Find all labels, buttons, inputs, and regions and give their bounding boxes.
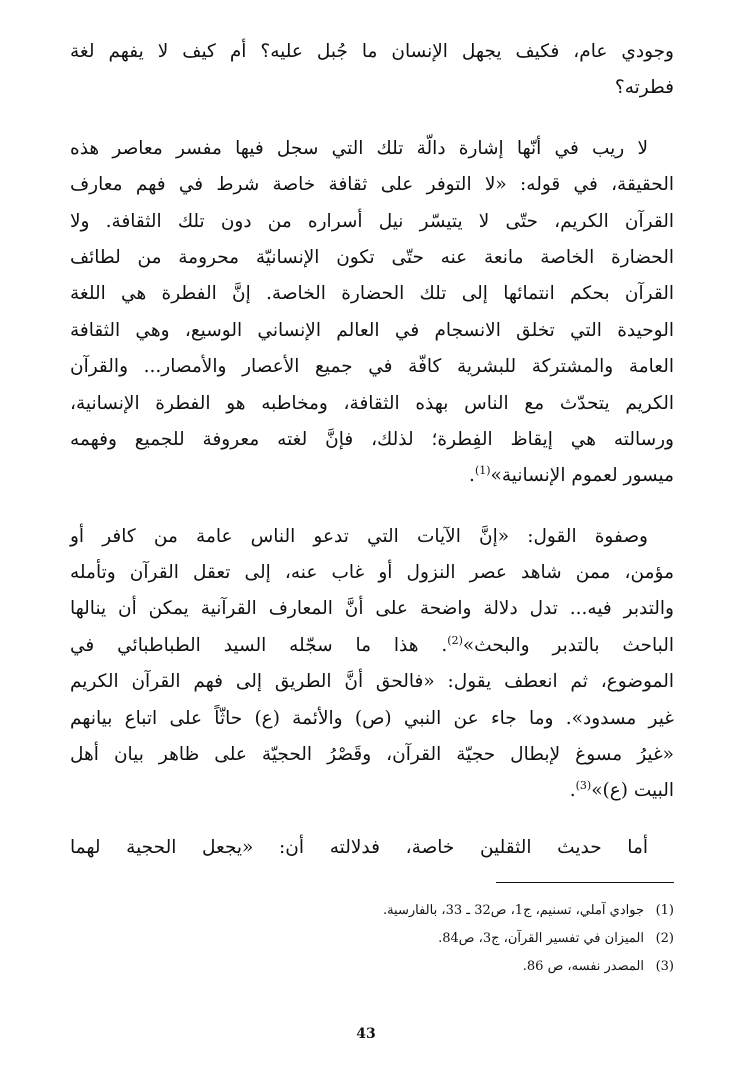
footnote-ref[interactable]: (1) — [474, 464, 491, 478]
text-line: فطرته؟ — [614, 77, 674, 99]
text-segment: . — [469, 465, 475, 487]
footnote-number: (2) — [655, 931, 674, 946]
text-segment: ميسور لعموم الإنسانية» — [490, 465, 674, 487]
text-line: مؤمن، ممن شاهد عصر النزول أو غاب عنه، إلى تعقل القرآن وتأمله — [70, 562, 674, 584]
footnote-divider — [496, 882, 674, 883]
footnote-ref[interactable]: (3) — [575, 779, 592, 793]
text-line: وجودي عام، فكيف يجهل الإنسان ما جُبل عليه؟ أم كيف لا يفهم لغة — [70, 41, 674, 62]
footnote-item — [254, 953, 674, 981]
text-segment: . هذا ما سجّله السيد الطباطبائي في — [70, 634, 448, 656]
footnote-text: جوادي آملي، تسنيم، ج1، ص32 ـ 33، بالفارسية. — [382, 903, 644, 918]
text-line: العامة والمشتركة للبشرية كافّة في جميع الأعصار والأمصار... والقرآن — [70, 356, 674, 378]
footnote-text: المصدر نفسه، ص 86. — [522, 959, 644, 974]
footnote-number: (1) — [655, 903, 674, 918]
text-segment: البيت (ع)» — [591, 780, 674, 802]
text-line: الوحيدة التي تخلق الانسجام في العالم الإنساني الوسيع، وهي الثقافة — [70, 319, 674, 341]
text-line: غير مسدود». وما جاء عن النبي (ص) والأئمة (ع) حاثّاً على اتباع بيانهم — [70, 707, 674, 729]
text-line: وصفوة القول: «إنَّ الآيات التي تدعو الناس عامة من كافر أو — [70, 525, 648, 547]
page-number: 43 — [356, 1026, 376, 1042]
text-line: لا ريب في أنّها إشارة دالّة تلك التي سجل فيها مفسر معاصر هذه — [70, 137, 648, 159]
text-line — [70, 458, 674, 494]
text-line: الموضوع، ثم انعطف يقول: «فالحق أنَّ الطريق إلى فهم القرآن الكريم — [70, 671, 674, 693]
footnote-ref[interactable]: (2) — [447, 633, 463, 647]
text-line: الحضارة الخاصة مانعة عنه حتّى تكون الإنسانيّة محرومة من لطائف — [70, 246, 674, 268]
text-line: الكريم يتحدّث مع الناس بهذه الثقافة، ومخاطبه هو الفطرة الإنسانية، — [70, 392, 674, 414]
text-line: القرآن الكريم، حتّى لا يتيسّر نيل أسراره من دون تلك الثقافة. ولا — [70, 210, 674, 232]
text-line — [70, 773, 674, 809]
text-segment: الباحث بالتدبر والبحث» — [462, 634, 674, 656]
page-body — [70, 34, 674, 866]
text-line: ورسالته هي إيقاظ الفِطرة؛ لذلك، فإنَّ لغته معروفة للجميع وفهمه — [70, 428, 674, 450]
text-line: الحقيقة، في قوله: «لا التوفر على ثقافة خاصة شرط في فهم معارف — [70, 174, 674, 196]
footnote-item — [254, 925, 674, 953]
text-line: والتدبر فيه... تدل دلالة واضحة على أنَّ المعارف القرآنية يمكن أن ينالها — [70, 598, 674, 620]
footnotes — [254, 897, 674, 981]
text-line: أما حديث الثقلين خاصة، فدلالته أن: «يجعل الحجية لهما — [70, 836, 648, 858]
footnote-number: (3) — [655, 959, 674, 974]
text-line: القرآن بحكم انتمائها إلى تلك الحضارة الخاصة. إنَّ الفطرة هي اللغة — [70, 283, 674, 305]
footnote-text: الميزان في تفسير القرآن، ج3، ص84. — [438, 931, 644, 946]
text-segment: . — [569, 780, 576, 802]
footnote-item — [254, 897, 674, 925]
text-line — [70, 628, 674, 664]
text-line: «غيرُ مسوغ لإبطال حجيّة القرآن، وقَصْرُ الحجيّة على ظاهر بيان أهل — [70, 744, 674, 766]
